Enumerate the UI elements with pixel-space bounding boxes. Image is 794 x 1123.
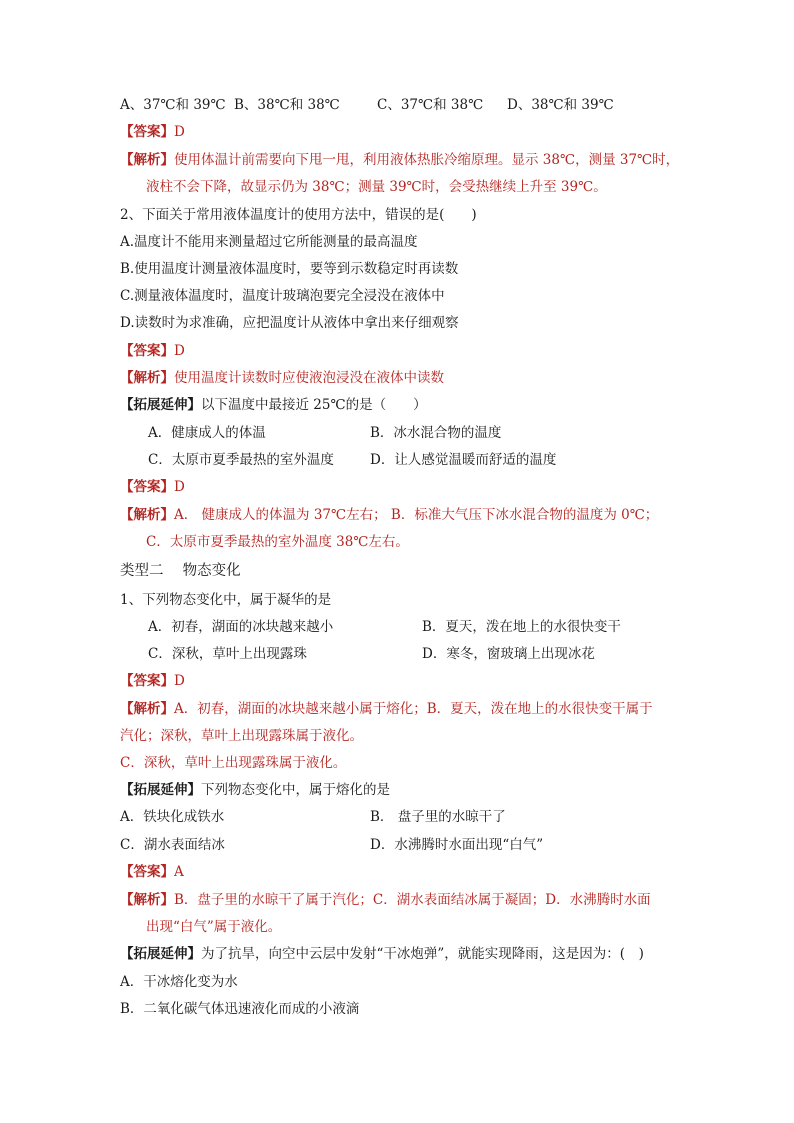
question-2: 2、下面关于常用液体温度计的使用方法中，错误的是( )	[120, 207, 477, 223]
analysis-2	[120, 369, 444, 387]
e1-option-b: B．冰水混合物的温度	[370, 425, 502, 441]
q3-option-a: A．初春，湖面的冰块越来越小	[148, 619, 334, 635]
e2-option-c: C．湖水表面结冰	[120, 837, 225, 853]
e2-option-b: B． 盘子里的水晾干了	[370, 809, 506, 825]
answer-value: D	[174, 673, 185, 689]
analysis-label: 【解析】	[120, 892, 174, 908]
answer-label: 【答案】	[120, 479, 174, 495]
analysis-3-line-2: C．太原市夏季最热的室外温度 38℃左右。	[146, 534, 409, 550]
question-3: 1、下列物态变化中，属于凝华的是	[120, 592, 332, 608]
analysis-label: 【解析】	[120, 507, 174, 523]
e2-option-d: D．水沸腾时水面出现“白气”	[370, 837, 544, 853]
extension-1	[120, 396, 427, 414]
extension-2	[120, 781, 390, 799]
analysis-3-line-1	[120, 506, 658, 524]
analysis-label: 【解析】	[120, 152, 174, 168]
q2-option-d: D.读数时为求准确，应把温度计从液体中拿出来仔细观察	[120, 315, 459, 331]
q1-option-d: D、38℃和 39℃	[507, 97, 614, 113]
analysis-5-line-2: 出现“白气”属于液化。	[146, 919, 282, 935]
extension-label: 【拓展延伸】	[120, 397, 201, 413]
analysis-text: 使用体温计前需要向下甩一甩，利用液体热胀冷缩原理。显示 38℃，测量 37℃时，	[174, 152, 680, 168]
analysis-label: 【解析】	[120, 370, 174, 386]
answer-4	[120, 672, 185, 690]
e3-option-a: A．干冰熔化变为水	[120, 974, 238, 990]
analysis-4-line-1	[120, 700, 653, 718]
e1-option-d: D．让人感觉温暖而舒适的温度	[370, 452, 557, 468]
answer-5	[120, 863, 184, 881]
analysis-4-line-2: 汽化；深秋，草叶上出现露珠属于液化。	[120, 728, 363, 744]
answer-value: D	[174, 479, 185, 495]
analysis-1-line-2: 液柱不会下降，故显示仍为 38℃；测量 39℃时，会受热继续上升至 39℃。	[146, 179, 607, 195]
analysis-text: B．盘子里的水晾干了属于汽化；C．湖水表面结冰属于凝固；D．水沸腾时水面	[174, 892, 651, 908]
answer-label: 【答案】	[120, 673, 174, 689]
answer-3	[120, 478, 185, 496]
analysis-4-line-3: C．深秋，草叶上出现露珠属于液化。	[120, 755, 347, 771]
extension-question: 以下温度中最接近 25℃的是（ ）	[201, 397, 427, 413]
analysis-label: 【解析】	[120, 701, 174, 717]
answer-label: 【答案】	[120, 124, 174, 140]
q2-option-a: A.温度计不能用来测量超过它所能测量的最高温度	[120, 234, 418, 250]
q3-option-b: B．夏天，泼在地上的水很快变干	[422, 619, 621, 635]
q1-option-b: B、38℃和 38℃	[234, 97, 340, 113]
extension-3	[120, 945, 644, 963]
section-heading: 类型二 物态变化	[120, 563, 241, 579]
answer-2	[120, 342, 185, 360]
e1-option-c: C．太原市夏季最热的室外温度	[148, 452, 334, 468]
analysis-5-line-1	[120, 891, 651, 909]
answer-label: 【答案】	[120, 864, 174, 880]
q2-option-b: B.使用温度计测量液体温度时，要等到示数稳定时再读数	[120, 261, 459, 277]
extension-question: 为了抗旱，向空中云层中发射“干冰炮弹”，就能实现降雨，这是因为：( )	[201, 946, 644, 962]
answer-value: D	[174, 343, 185, 359]
answer-label: 【答案】	[120, 343, 174, 359]
analysis-text: A． 健康成人的体温为 37℃左右； B．标准大气压下冰水混合物的温度为 0℃；	[174, 507, 659, 523]
e2-option-a: A．铁块化成铁水	[120, 809, 225, 825]
answer-value: A	[174, 864, 184, 880]
analysis-1-line-1	[120, 151, 679, 169]
analysis-text: A．初春，湖面的冰块越来越小属于熔化；B．夏天，泼在地上的水很快变干属于	[174, 701, 653, 717]
e1-option-a: A．健康成人的体温	[148, 425, 266, 441]
extension-label: 【拓展延伸】	[120, 946, 201, 962]
analysis-text: 使用温度计读数时应使液泡浸没在液体中读数	[174, 370, 444, 386]
extension-label: 【拓展延伸】	[120, 782, 201, 798]
answer-value: D	[174, 124, 185, 140]
e3-option-b: B．二氧化碳气体迅速液化而成的小液滴	[120, 1001, 360, 1017]
extension-question: 下列物态变化中，属于熔化的是	[201, 782, 390, 798]
q3-option-c: C．深秋，草叶上出现露珠	[148, 646, 307, 662]
answer-1	[120, 123, 185, 141]
q3-option-d: D．寒冬，窗玻璃上出现冰花	[422, 646, 595, 662]
q1-option-c: C、37℃和 38℃	[377, 97, 484, 113]
q2-option-c: C.测量液体温度时，温度计玻璃泡要完全浸没在液体中	[120, 288, 445, 304]
q1-option-a: A、37℃和 39℃	[120, 97, 226, 113]
